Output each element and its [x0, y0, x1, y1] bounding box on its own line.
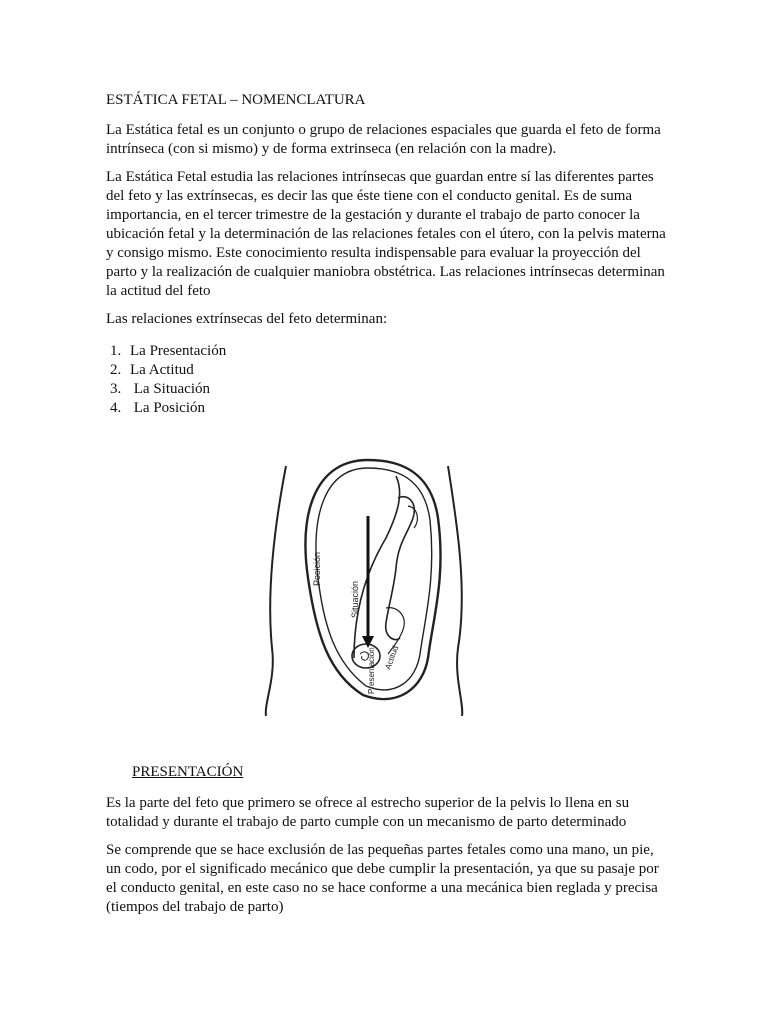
fetus-back [354, 476, 400, 658]
uterus-fetus-drawing [258, 458, 478, 718]
page-title: ESTÁTICA FETAL – NOMENCLATURA [106, 92, 366, 108]
list-text: La Situación [130, 381, 210, 397]
extrinsic-relations-list [106, 342, 666, 418]
situation-arrowhead [362, 636, 374, 648]
list-item [106, 399, 666, 418]
paragraph-3: Las relaciones extrínsecas del feto determinan: [106, 311, 388, 327]
list-number: 3. [110, 381, 122, 397]
section-paragraph-1: Es la parte del feto que primero se ofrece al estrecho superior de la pelvis lo llena en su totalidad y durante el trabajo de parto cumple con un mecanismo de parto determinado [106, 795, 630, 830]
section-paragraph-2: Se comprende que se hace exclusión de las pequeñas partes fetales como una mano, un pie, un codo, por el significado mecánico que debe cumplir la presentación, ya que su pasaje por el conducto genital, en este caso no se hace conforme a una mecánica bien reglada y precisa (tiempos del trabajo de parto) [106, 842, 659, 915]
label-actitud: Actitud [383, 644, 401, 671]
paragraph-1: La Estática fetal es un conjunto o grupo de relaciones espaciales que guarda el feto de forma intrínseca (con si mismo) y de forma extrinseca (en relación con la madre). [106, 122, 661, 157]
maternal-outline-left [266, 466, 286, 716]
list-text: La Presentación [130, 343, 227, 359]
section-heading-presentacion: PRESENTACIÓN [132, 764, 244, 780]
fetus-limbs [386, 497, 415, 640]
presentation-section [106, 794, 666, 926]
list-number: 2. [110, 362, 122, 378]
list-item [106, 380, 666, 399]
main-text [106, 91, 666, 418]
list-item [106, 342, 666, 361]
fetal-statics-illustration [258, 458, 478, 718]
list-text: La Actitud [130, 362, 194, 378]
list-text: La Posición [130, 400, 205, 416]
maternal-outline-right [448, 466, 462, 716]
list-number: 1. [110, 343, 122, 359]
paragraph-2: La Estática Fetal estudia las relaciones intrínsecas que guardan entre sí las diferentes partes del feto y las extrínsecas, es decir las que éste tiene con el conducto genital. Es de suma importancia, en el tercer trimestre de la gestación y durante el trabajo de parto conocer la ubicación fetal y la determinación de las relaciones fetales con el útero, con la pelvis materna y consigo mismo. Este conocimiento resulta indispensable para evaluar la proyección del parto y la realización de cualquier maniobra obstétrica. Las relaciones intrínsecas determinan la actitud del feto [106, 169, 666, 299]
list-number: 4. [110, 400, 122, 416]
label-presentacion: Presentación [367, 647, 376, 694]
label-situacion: Situación [350, 580, 360, 618]
list-item [106, 361, 666, 380]
label-posicion: Posición [312, 551, 322, 586]
